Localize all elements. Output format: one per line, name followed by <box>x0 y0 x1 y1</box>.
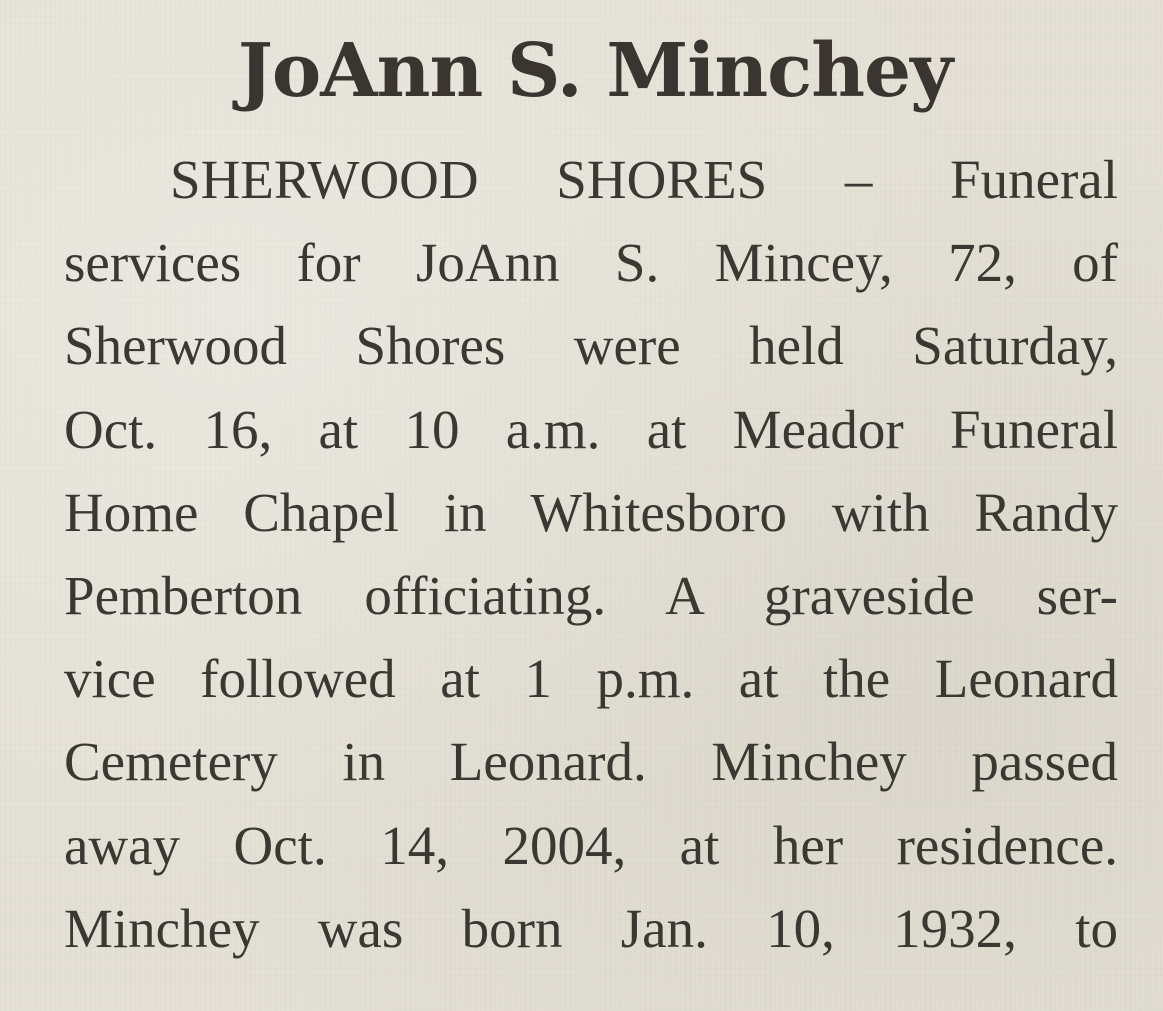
body-line: away Oct. 14, 2004, at her residence. <box>64 814 1118 876</box>
body-line: Pemberton officiating. A graveside ser- <box>64 564 1118 626</box>
body-line: Cemetery in Leonard. Minchey passed <box>64 731 1118 793</box>
body-line: Home Chapel in Whitesboro with Randy <box>64 481 1118 543</box>
body-line: Oct. 16, at 10 a.m. at Meador Funeral <box>64 398 1118 460</box>
obituary-headline: JoAnn S. Minchey <box>237 28 953 114</box>
body-line: SHERWOOD SHORES – Funeral <box>170 149 1118 210</box>
body-line: Sherwood Shores were held Saturday, <box>64 315 1118 377</box>
body-line: vice followed at 1 p.m. at the Leonard <box>64 648 1118 710</box>
obituary-body <box>64 138 1118 970</box>
body-line: Minchey was born Jan. 10, 1932, to <box>64 897 1118 959</box>
body-line: services for JoAnn S. Mincey, 72, of <box>64 232 1118 294</box>
